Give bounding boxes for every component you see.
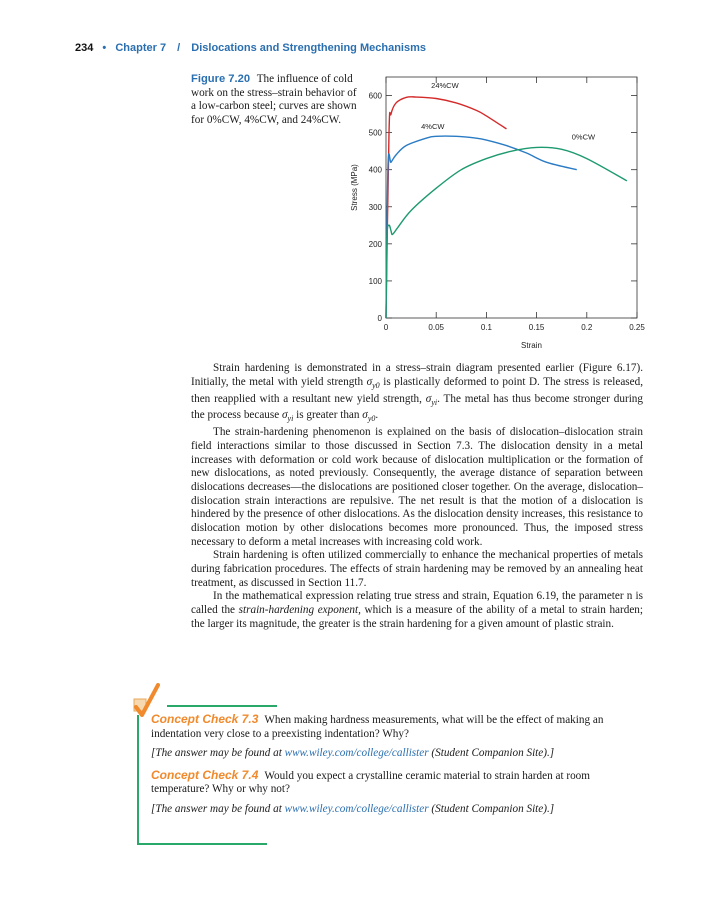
y-tick-label: 100: [368, 276, 382, 286]
series-label: 0%CW: [571, 132, 596, 142]
concept-check-2-label: Concept Check 7.4: [151, 767, 259, 782]
page-number: 234: [75, 42, 94, 54]
stress-strain-chart: [340, 66, 650, 356]
box-bottom-rule: [137, 843, 267, 845]
series-line-0pctcw: [386, 147, 627, 318]
header-bullet: •: [102, 42, 107, 54]
answer-suffix: (Student Companion Site).]: [428, 747, 555, 760]
x-tick-label: 0: [383, 323, 389, 332]
figure-label: Figure 7.20: [191, 73, 251, 85]
figure-caption-text: The influence of cold work on the stress–strain behavior of a low-carbon steel; curves are shown for 0%CW, 4%CW, and 24%CW.: [191, 73, 357, 126]
concept-check-2-question: Would you expect a crystalline ceramic material to strain harden at room temperature? Why or why not?: [151, 769, 590, 796]
x-tick-label: 0.1: [480, 323, 492, 332]
concept-check-2: [151, 769, 645, 797]
x-tick-label: 0.15: [528, 323, 545, 332]
x-tick-label: 0.05: [428, 323, 444, 332]
y-tick-label: 200: [368, 239, 382, 249]
paragraph-4: [191, 590, 643, 631]
box-left-rule: [137, 715, 139, 845]
y-tick-label: 0: [377, 314, 382, 323]
plot-frame: [386, 77, 637, 318]
paragraph-3: Strain hardening is often utilized commercially to enhance the mechanical properties of metals during fabrication procedures. The effects of strain hardening may be removed by an annealing heat treatment, as discussed in Section 11.7.: [191, 549, 643, 589]
concept-check-1-question: When making hardness measurements, what will be the effect of making an indentation very close to a preexisting indentation? Why?: [151, 714, 604, 740]
body-text: [191, 362, 643, 631]
concept-check-1-answer: [151, 747, 645, 761]
chart-axes: [386, 77, 637, 318]
box-top-rule: [167, 705, 277, 707]
answer-prefix: [The answer may be found at: [151, 747, 285, 760]
figure-caption: [191, 73, 361, 127]
concept-check-1: [151, 713, 645, 741]
concept-check-2-answer: [151, 803, 645, 817]
x-tick-label: 0.25: [629, 323, 645, 332]
y-tick-label: 500: [368, 128, 382, 138]
chapter-label: Chapter 7: [115, 42, 167, 54]
x-tick-label: 0.2: [581, 323, 593, 332]
y-axis-label: Stress (MPa): [350, 164, 359, 211]
paragraph-4-start: In the mathematical expression relating true stress and strain, Equation 6.19, the parameter n is called the: [191, 590, 643, 616]
chart-labels: [350, 81, 645, 350]
y-tick-label: 600: [368, 91, 382, 101]
y-tick-label: 300: [368, 202, 382, 212]
paragraph-2: The strain-hardening phenomenon is explained on the basis of dislocation–dislocation strain field interactions similar to those discussed in Section 7.3. The dislocation density in a metal increases with deformation or cold work because of dislocation multiplication or the formation of new dislocations, as noted previously. Consequently, the average distance of separation between dislocations decreases—the dislocations are positioned closer together. On the average, dislocation–dislocation strain interactions are repulsive. The net result is that the motion of a dislocation is hindered by the presence of other dislocations. As the dislocation density increases, this resistance to dislocation motion by other dislocations becomes more pronounced. Thus, the imposed stress necessary to deform a metal increases with increasing cold work.: [191, 426, 643, 548]
sigma-symbol: $\sigma_{y0}$: [366, 375, 380, 390]
sigma-symbol: $\sigma_{yi}$: [425, 392, 438, 407]
series-label: 4%CW: [421, 121, 445, 131]
strain-hardening-exponent-term: strain-hardening exponent,: [238, 603, 361, 616]
answer-suffix: (Student Companion Site).]: [428, 802, 555, 815]
series-label: 24%CW: [431, 81, 459, 91]
concept-check-1-label: Concept Check 7.3: [151, 712, 259, 726]
x-axis-label: Strain: [521, 341, 542, 350]
chapter-title: Dislocations and Strengthening Mechanisms: [191, 42, 426, 54]
paragraph-4-end: which is a measure of the ability of a metal to strain harden; the larger its magnitude, the greater is the strain hardening for a given amount of plastic strain.: [191, 603, 644, 630]
sigma-symbol: $\sigma_{yi}$: [282, 409, 294, 424]
y-tick-label: 400: [368, 165, 382, 175]
answer-prefix: [The answer may be found at: [151, 802, 285, 815]
paragraph-1: Strain hardening is demonstrated in a stress–strain diagram presented earlier (Figure 6.17). Initially, the metal with yield strength $\sigma_{y0}$ is plastically deformed to point D. The stress is released, then reapplied with a resultant new yield strength, $\sigma_{yi}$. The metal has thus become stronger during the process because $\sigma_{yi}$ is greater than $\sigma_{y0}$.: [191, 362, 643, 424]
concept-check-box: [137, 705, 657, 845]
concept-check-content: [151, 713, 645, 825]
series-line-24pctcw: [386, 97, 506, 318]
running-header: [75, 42, 426, 54]
series-line-4pctcw: [386, 136, 577, 318]
sigma-symbol: $\sigma_{y0}$: [362, 409, 376, 424]
answer-link[interactable]: www.wiley.com/college/callister: [284, 802, 429, 815]
answer-link[interactable]: www.wiley.com/college/callister: [284, 747, 429, 760]
header-separator: /: [177, 42, 181, 54]
